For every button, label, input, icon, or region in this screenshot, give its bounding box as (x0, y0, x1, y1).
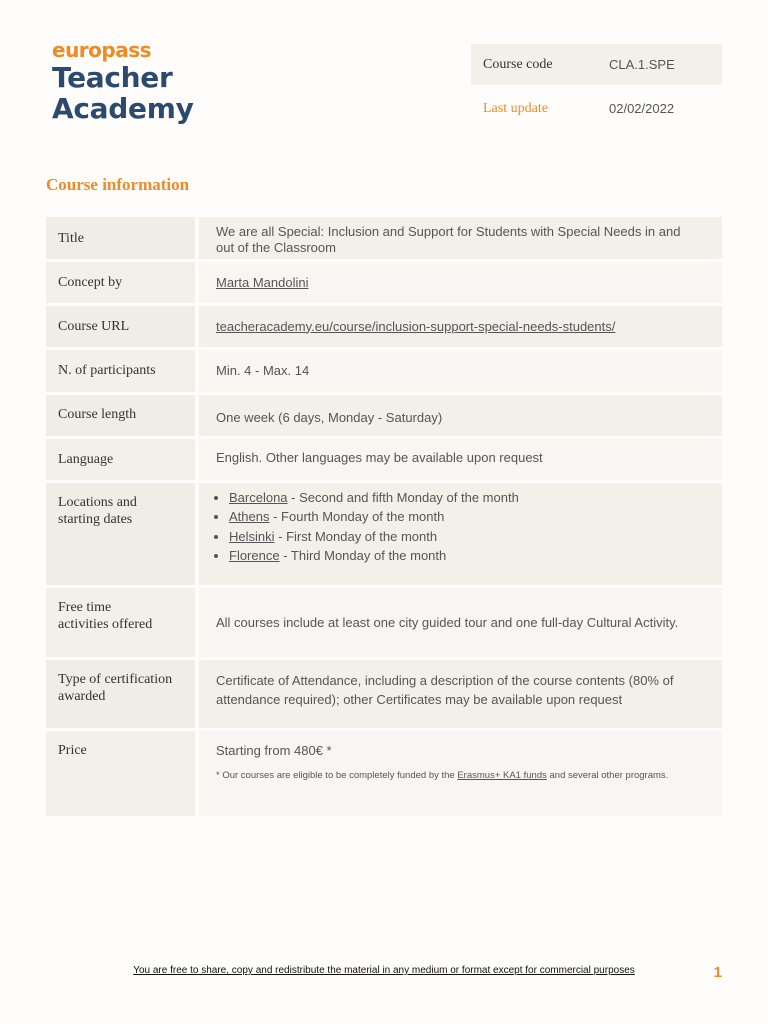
row-concept (46, 262, 722, 303)
participants-value: Min. 4 - Max. 14 (199, 350, 722, 392)
row-free-time (46, 588, 722, 657)
row-language (46, 439, 722, 480)
title-value: We are all Special: Inclusion and Support for Students with Special Needs in and out of the Classroom (199, 217, 722, 259)
language-label: Language (46, 439, 195, 480)
locations-value (199, 483, 722, 585)
list-item-text: - First Monday of the month (274, 528, 438, 544)
list-item (229, 488, 702, 507)
funding-note (216, 768, 702, 783)
language-value: English. Other languages may be available upon request (199, 439, 722, 480)
url-cell (199, 306, 722, 347)
course-url-link[interactable]: teacheracademy.eu/course/inclusion-support-special-needs-students/ (216, 318, 616, 334)
list-item (229, 507, 702, 526)
page-number: 1 (713, 964, 722, 981)
funding-note-text: * Our courses are eligible to be completely funded by the (216, 770, 458, 781)
locations-label-line-1: Locations and (58, 495, 137, 510)
price-value: Starting from 480€ * (216, 743, 332, 758)
course-code-value: CLA.1.SPE (609, 57, 675, 72)
free-time-label-line-2: activities offered (58, 617, 153, 632)
course-code-row (471, 44, 722, 85)
concept-cell (199, 262, 722, 303)
course-code-label: Course code (483, 56, 553, 72)
length-label: Course length (46, 395, 195, 436)
participants-label: N. of participants (46, 350, 195, 392)
certification-value: Certificate of Attendance, including a description of the course contents (80% of attendance required); other Certificates may be available upon request (199, 660, 722, 728)
title-label: Title (46, 217, 195, 259)
course-info-table (46, 217, 722, 819)
row-title (46, 217, 722, 259)
certification-label-line-1: Type of certification (58, 672, 173, 687)
logo-brand: europass (52, 38, 152, 62)
list-item-text: - Fourth Monday of the month (269, 509, 445, 525)
section-title: Course information (46, 175, 190, 194)
city-link-athens[interactable]: Athens (229, 509, 270, 525)
locations-list (216, 488, 702, 566)
course-meta-box (471, 44, 722, 129)
row-certification (46, 660, 722, 728)
certification-label-line-2: awarded (58, 689, 106, 704)
price-value-cell (199, 731, 722, 816)
city-link-helsinki[interactable]: Helsinki (229, 528, 275, 544)
free-time-label (46, 588, 195, 657)
locations-label (46, 483, 195, 585)
list-item-text: - Second and fifth Monday of the month (287, 490, 519, 505)
locations-label-line-2: starting dates (58, 512, 133, 527)
europass-logo (52, 38, 194, 124)
free-time-label-line-1: Free time (58, 600, 112, 615)
author-link[interactable]: Marta Mandolini (216, 274, 309, 290)
row-url (46, 306, 722, 347)
list-item-text: - Third Monday of the month (279, 548, 447, 564)
city-link-florence[interactable]: Florence (229, 548, 280, 564)
funding-note-text-end: and several other programs. (546, 770, 669, 781)
certification-label (46, 660, 195, 728)
row-price (46, 731, 722, 816)
logo-line-2: Academy (52, 92, 194, 125)
free-time-value: All courses include at least one city guided tour and one full-day Cultural Activity. (199, 588, 722, 657)
city-link-barcelona[interactable]: Barcelona (229, 490, 288, 505)
url-label: Course URL (46, 306, 195, 347)
erasmus-funds-link[interactable]: Erasmus+ KA1 funds (457, 770, 547, 781)
row-participants (46, 350, 722, 392)
logo-line-1: Teacher (52, 61, 173, 94)
last-update-row (471, 88, 722, 129)
license-footer: You are free to share, copy and redistribute the material in any medium or format except for commercial purposes (133, 965, 635, 976)
last-update-value: 02/02/2022 (609, 101, 675, 116)
last-update-label: Last update (483, 100, 548, 116)
length-value: One week (6 days, Monday - Saturday) (199, 395, 722, 436)
price-label: Price (46, 731, 195, 816)
row-locations (46, 483, 722, 585)
list-item (229, 527, 702, 546)
list-item (229, 546, 702, 565)
row-length (46, 395, 722, 436)
concept-label: Concept by (46, 262, 195, 303)
